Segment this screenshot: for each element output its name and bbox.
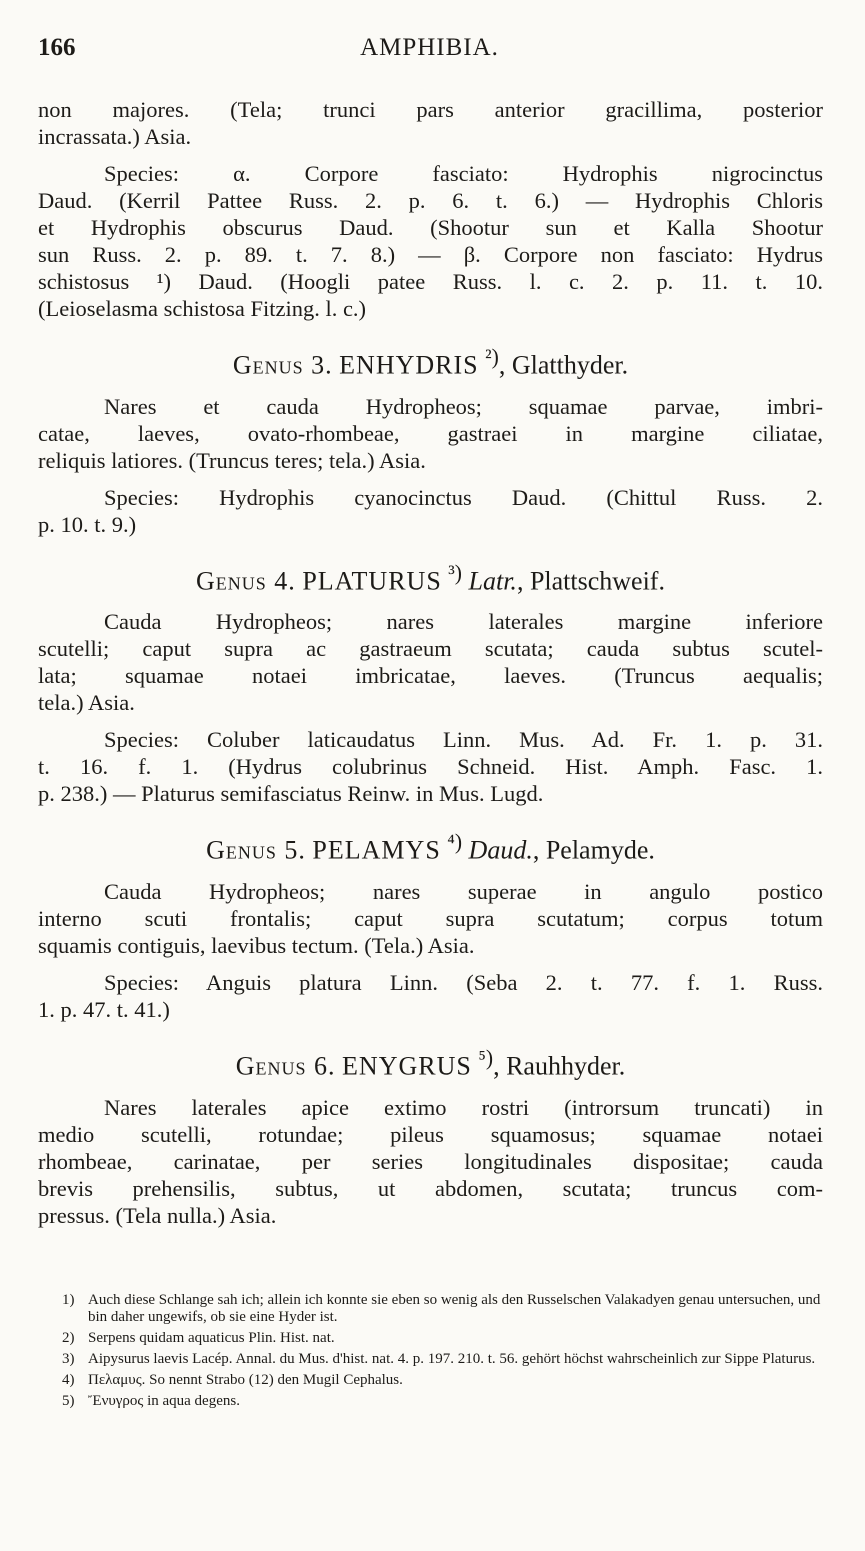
genus-species-pelamys: Species: Anguis platura Linn. (Seba 2. t. 77. f. 1. Russ. 1. p. 47. t. 41.) xyxy=(38,969,823,1022)
footnote: 3) Aipysurus laevis Lacép. Annal. du Mus. d'hist. nat. 4. p. 197. 210. t. 56. gehört höchst wahrscheinlich zur Sippe Platurus. xyxy=(62,1351,816,1367)
genus-description-enhydris: Nares et cauda Hydropheos; squamae parvae, imbri- catae, laeves, ovato-rhombeae, gastraei in margine ciliatae, reliquis latiores. (Truncus teres; tela.) Asia. xyxy=(38,393,823,473)
genus-description-pelamys: Cauda Hydropheos; nares superae in angulo postico interno scuti frontalis; caput supra scutatum; corpus totum squamis contiguis, laevibus tectum. (Tela.) Asia. xyxy=(38,878,823,958)
genus-heading-enhydris: Genus 3. ENHYDRIS $^{^2)}$, Glatthyder. xyxy=(232,345,629,380)
running-title: AMPHIBIA. xyxy=(360,34,499,61)
footnote: 5) Ἔνυγρος in aqua degens. xyxy=(62,1393,240,1409)
genus-description-enygrus: Nares laterales apice extimo rostri (introrsum truncati) in medio scutelli, rotundae; pileus squamosus; squamae notaei rhombeae, carinatae, per series longitudinales dispositae; cauda brevis prehensilis, subtus, ut abdomen, scutata; truncus com- pressus. (Tela nulla.) Asia. xyxy=(38,1094,823,1228)
footnotes xyxy=(62,1292,822,1414)
genus-species-platurus: Species: Coluber laticaudatus Linn. Mus. Ad. Fr. 1. p. 31. t. 16. f. 1. (Hydrus colubrinus Schneid. Hist. Amph. Fasc. 1. p. 238.) — Platurus semifasciatus Reinw. in Mus. Lugd. xyxy=(38,727,823,807)
paragraph-species-hydrophis: Species: α. Corpore fasciato: Hydrophis nigrocinctus Daud. (Kerril Pattee Russ. 2. p. 6. t. 6.) — Hydrophis Chloris et Hydrophis obscurus Daud. (Shootur sun et Kalla Shootur sun Russ. 2. p. 89. t. 7. 8.) — β. Corpore non fasciato: Hydrus schistosus ¹) Daud. (Hoogli patee Russ. l. c. 2. p. 11. t. 10. (Leioselasma schistosa Fitzing. l. c.) xyxy=(38,161,823,321)
page-header xyxy=(38,34,821,70)
footnote: 4) Πελαμυς. So nennt Strabo (12) den Mugil Cephalus. xyxy=(62,1372,403,1388)
genus-species-enhydris: Species: Hydrophis cyanocinctus Daud. (Chittul Russ. 2. p. 10. t. 9.) xyxy=(38,484,823,537)
page-number: 166 xyxy=(38,34,76,61)
genus-heading-pelamys: Genus 5. PELAMYS $^{^4)}$ Daud., Pelamyde. xyxy=(206,830,655,865)
footnote: 1) Auch diese Schlange sah ich; allein ich konnte sie eben so wenig als den Russelschen Valakadyen genau untersuchen, und bin daher ungewifs, ob sie eine Hyder ist. xyxy=(62,1292,821,1325)
main-text xyxy=(38,96,823,1239)
genus-description-platurus: Cauda Hydropheos; nares laterales margine inferiore scutelli; caput supra ac gastraeum scutata; cauda subtus scutel- lata; squamae notaei imbricatae, laeves. (Truncus aequalis; tela.) Asia. xyxy=(38,609,823,716)
genus-heading-platurus: Genus 4. PLATURUS $^{^3)}$ Latr., Plattschweif. xyxy=(196,560,665,596)
paragraph-continued: non majores. (Tela; trunci pars anterior gracillima, posterior incrassata.) Asia. xyxy=(38,97,823,149)
footnote: 2) Serpens quidam aquaticus Plin. Hist. nat. xyxy=(62,1330,335,1346)
genus-heading-enygrus: Genus 6. ENYGRUS $^{^5)}$, Rauhhyder. xyxy=(235,1045,626,1081)
